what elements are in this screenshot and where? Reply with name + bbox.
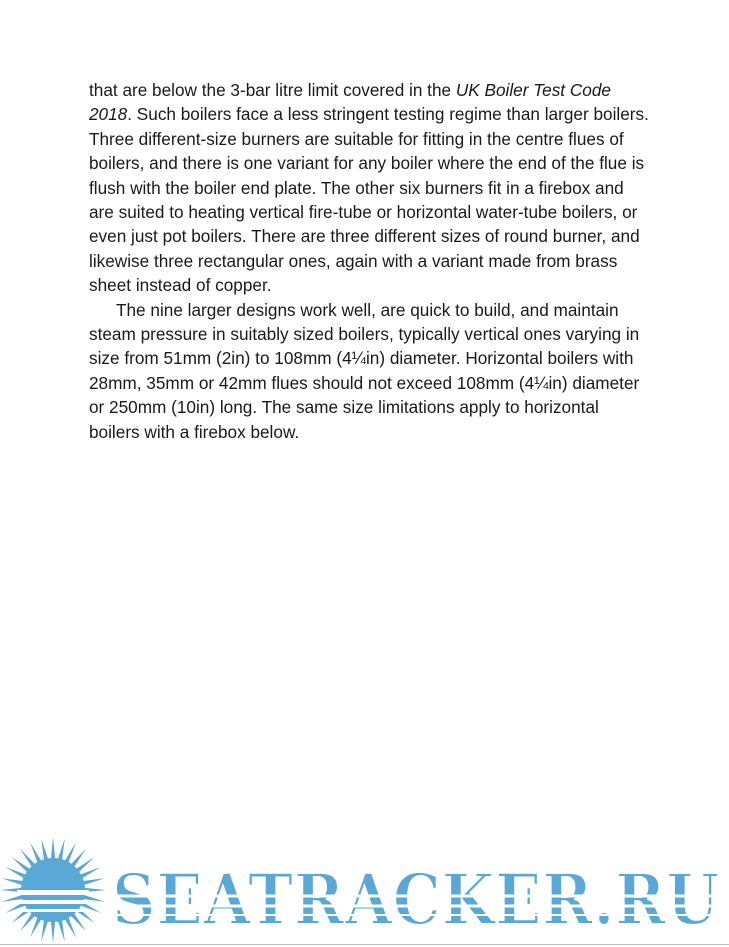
sun-ray [1,878,24,885]
test-code-title: UK Boiler Test Code 2018 [89,80,611,125]
sun-ray [51,838,55,860]
paragraph-2: The nine larger designs work well, are quick to build, and maintain steam pressure in suitably sized boilers, typically vertical ones varying in size from 51mm (2in) to 108mm (4¼in) diameter. Horizontal boilers with 28mm, 35mm or 42mm flues should not exceed 108mm (4¼in) diameter or 250mm (10in) long. The same size limitations apply to horizontal boilers with a firebox below. [89,299,640,442]
sun-ray [41,919,48,942]
paragraph-1 [89,78,649,298]
sun-ray [41,838,48,861]
watermark-text: SEATRACKER.RU [112,858,720,941]
sun-over-sea-icon [0,838,106,943]
paragraph-1-rest: . Such boilers face a less stringent testing regime than larger boilers. Three different-size burners are suitable for fitting in the centre flues of boilers, and there is one variant for any boiler where the end of the flue is flush with the boiler end plate. The other six burners fit in a firebox and are suited to heating vertical fire-tube or horizontal water-tube boilers, or even just pot boilers. There are three different sizes of round burner, and likewise three rectangular ones, again with a variant made from brass sheet instead of copper. [89,104,649,296]
sun-ray [82,878,105,885]
bottom-divider [0,944,729,945]
sun-ray [51,920,55,943]
sun-ray [57,919,64,942]
body-text [89,78,649,444]
paragraph-1-start: that are below the 3-bar litre limit covered in the [89,80,456,100]
sun-ray [57,838,64,861]
watermark [0,838,729,947]
